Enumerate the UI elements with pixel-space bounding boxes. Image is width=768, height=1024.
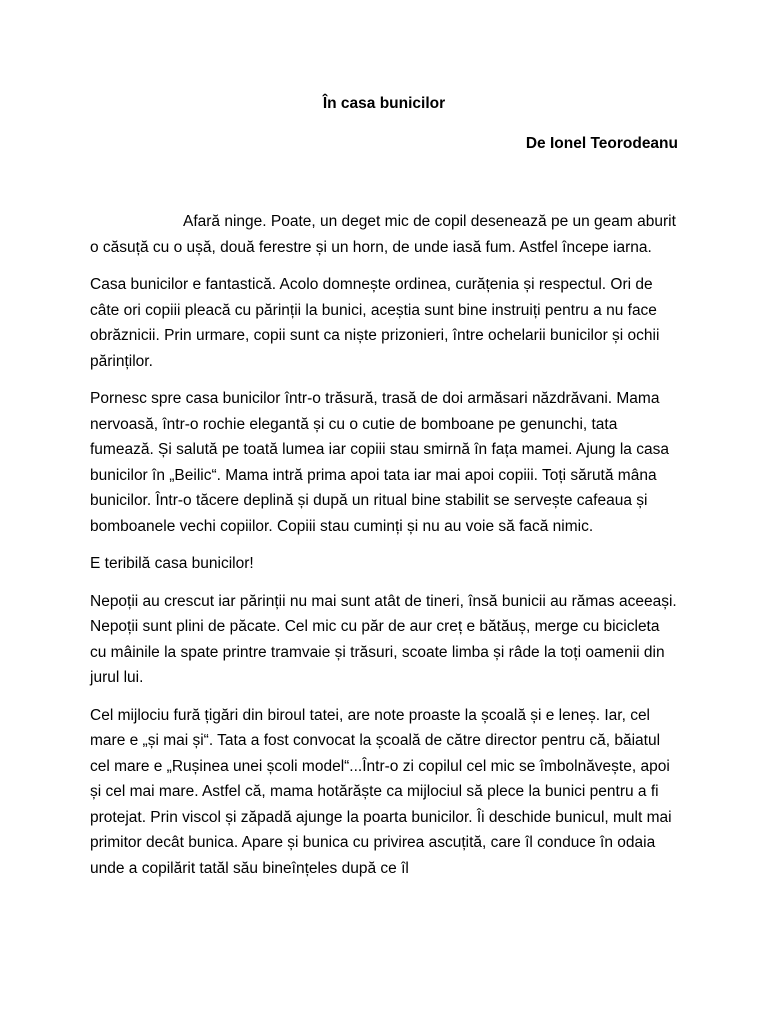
paragraph-4: E teribilă casa bunicilor!	[90, 555, 254, 572]
document-title: În casa bunicilor	[322, 95, 446, 112]
paragraph-3: Pornesc spre casa bunicilor într-o trăsură, trasă de doi armăsari năzdrăvani. Mama nervoasă, într-o rochie elegantă și cu o cutie de bomboane pe genunchi, tata fumează. Și salută pe toată lumea iar copiii stau smirnă în fața mamei. Ajung la casa bunicilor în „Beilic“. Mama intră prima apoi tata iar mai apoi copiii. Toți sărută mâna bunicilor. Într-o tăcere deplină și după un ritual bine stabilit se servește cafeaua și bomboanele vechi copiilor. Copiii stau cuminți și nu au voie să facă nimic.	[90, 390, 669, 535]
paragraph-1: Afară ninge. Poate, un deget mic de copil desenează pe un geam aburit o căsuță cu o ușă, două ferestre și un horn, de unde iasă fum. Astfel începe iarna.	[90, 213, 676, 256]
paragraph-5: Nepoții au crescut iar părinții nu mai sunt atât de tineri, însă bunicii au rămas aceeași. Nepoții sunt plini de păcate. Cel mic cu păr de aur creț e bătăuș, merge cu bicicleta cu mâinile la spate printre tramvaie și trăsuri, scoate limba și râde la toți oamenii din jurul lui.	[90, 592, 677, 686]
paragraph-2: Casa bunicilor e fantastică. Acolo domnește ordinea, curățenia și respectul. Ori de câte ori copiii pleacă cu părinții la bunici, aceștia sunt bine instruiți pentru a nu face obrăznicii. Prin urmare, copii sunt ca niște prizonieri, între ochelarii bunicilor și ochii părinților.	[90, 276, 660, 370]
document-body	[90, 209, 680, 893]
paragraph-6: Cel mijlociu fură țigări din biroul tatei, are note proaste la școală și e leneș. Iar, cel mare e „și mai și“. Tata a fost convocat la școală de către director pentru că, băiatul cel mare e „Rușinea unei școli model“...Într-o zi copilul cel mic se îmbolnăvește, apoi și cel mai mare. Astfel că, mama hotărăște ca mijlociul să plece la bunici pentru a fi protejat. Prin viscol și zăpadă ajunge la poarta bunicilor. Îi deschide bunicul, mult mai primitor decât bunica. Apare și bunica cu privirea ascuțită, care îl conduce în odaia unde a copilărit tatăl său bineînțeles după ce îl	[90, 706, 672, 877]
document-author: De Ionel Teorodeanu	[525, 135, 678, 152]
